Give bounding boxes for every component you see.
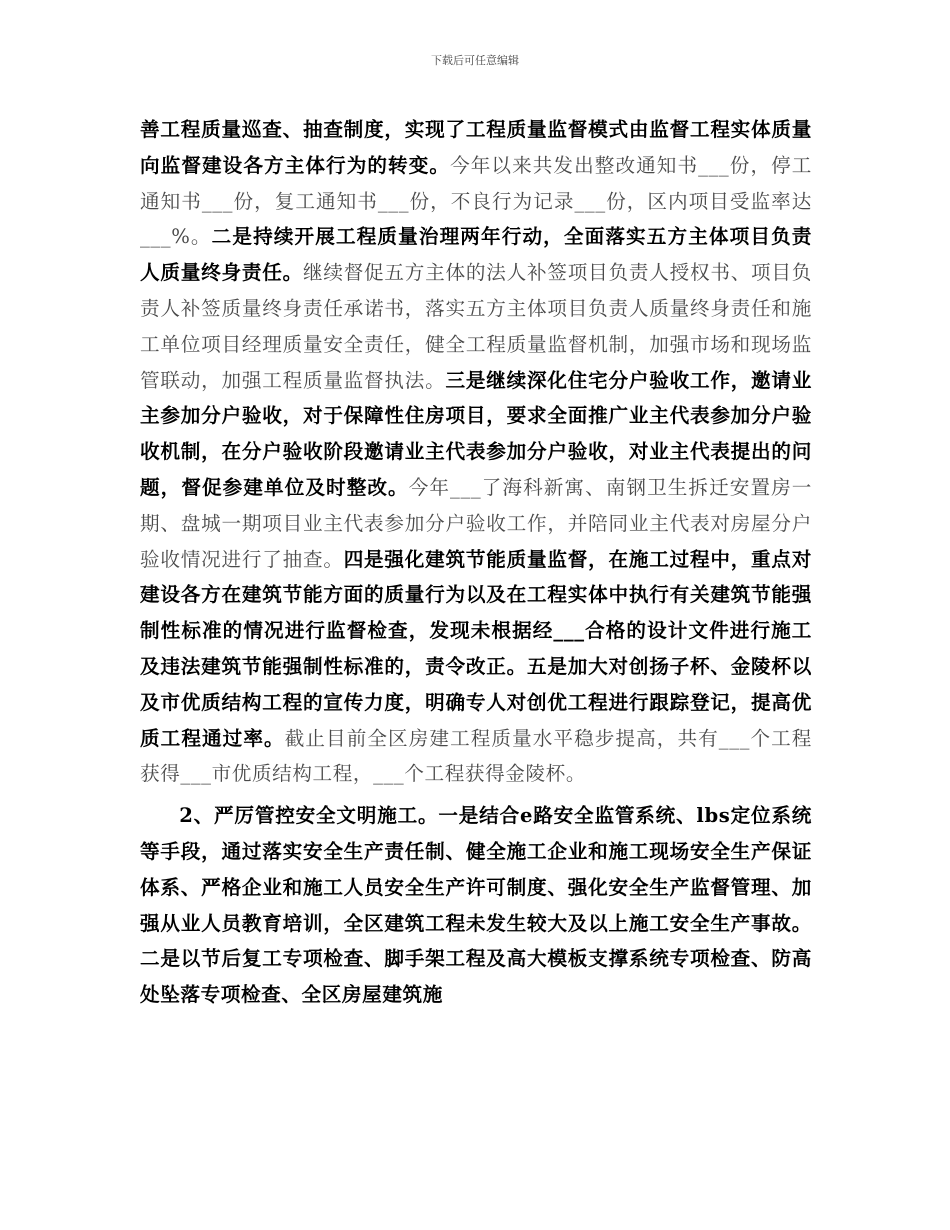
text-run: 三是继续深化住宅分户验收工作，邀请业主参加分户验收，对于保障性住房项目，要求全面推广业主代表参加分户验收机制，在分户验收阶段邀请业主代表参加分户验收，对业主代表提出的问题，督促参建单位及时整改。 [140,368,812,499]
text-run: 二是持续开展工程质量治理两年行动，全面落实五方主体项目负责人质量终身责任。 [140,225,812,285]
text-run: 继续督促五方主体的法人补签项目负责人授权书、项目负责人补签质量终身责任承诺书，落实五方主体项目负责人质量终身责任和施工单位项目经理质量安全责任，健全工程质量监督机制，加强市场和现场监管联动，加强工程质量监督执法。 [140,261,812,392]
page-header: 下载后可任意编辑 [431,54,519,67]
text-run: 今年以来共发出整改通知书___份，停工通知书___份，复工通知书___份，不良行为记录___份，区内项目受监率达___%。 [140,153,813,249]
document-body [140,112,812,1013]
text-run: 2、严厉管控安全文明施工。一是结合e路安全监管系统、lbs定位系统等手段，通过落实安全生产责任制、健全施工企业和施工现场安全生产保证体系、严格企业和施工人员安全生产许可制度、强化安全生产监督管理、加强从业人员教育培训，全区建筑工程未发生较大及以上施工安全生产事故。二是以节后复工专项检查、脚手架工程及高大模板支撑系统专项检查、防高处坠落专项检查、全区房屋建筑施 [140,804,812,1007]
paragraph-1 [140,112,812,792]
text-run: 善工程质量巡查、抽查制度，实现了工程质量监督模式由监督工程实体质量向监督建设各方主体行为的转变。 [140,118,812,177]
text-run: 截止目前全区房建工程质量水平稳步提高，共有___个工程获得___市优质结构工程，___个工程获得金陵杯。 [140,726,812,786]
text-run: 今年___了海科新寓、南钢卫生拆迁安置房一期、盘城一期项目业主代表参加分户验收工作，并陪同业主代表对房屋分户验收情况进行了抽查。 [140,475,812,571]
paragraph-2 [140,798,812,1013]
text-run: 四是强化建筑节能质量监督，在施工过程中，重点对建设各方在建筑节能方面的质量行为以及在工程实体中执行有关建筑节能强制性标准的情况进行监督检查，发现未根据经___合格的设计文件进行施工及违法建筑节能强制性标准的，责令改正。五是加大对创扬子杯、金陵杯以及市优质结构工程的宣传力度，明确专人对创优工程进行跟踪登记，提高优质工程通过率。 [140,547,812,750]
